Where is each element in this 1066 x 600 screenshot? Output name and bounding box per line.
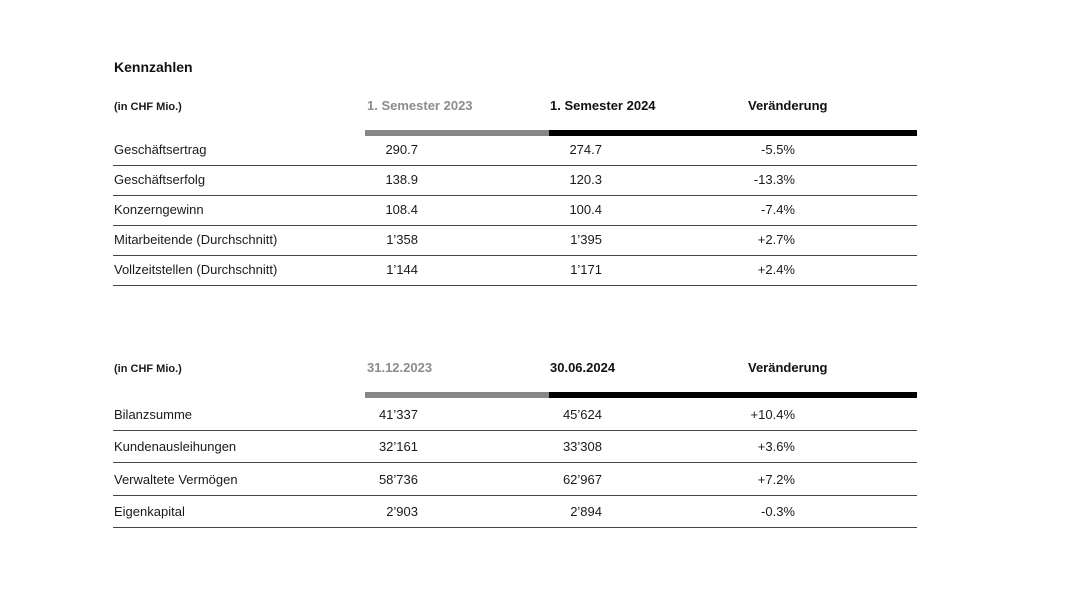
row-label: Geschäftserfolg	[114, 172, 206, 187]
table-row	[113, 463, 917, 496]
change-value: -7.4%	[761, 202, 795, 217]
change-value: -5.5%	[761, 142, 795, 157]
change-value: -13.3%	[753, 172, 795, 187]
current-value: 1’395	[570, 232, 602, 247]
unit-label: (in CHF Mio.)	[114, 101, 182, 113]
previous-value: 1’144	[386, 262, 418, 277]
current-value: 120.3	[569, 172, 602, 187]
table-row	[113, 166, 917, 196]
kpi-table-balance	[113, 358, 917, 528]
change-value: +2.7%	[757, 232, 795, 247]
change-value: +2.4%	[757, 262, 795, 277]
previous-value: 41’337	[378, 406, 418, 422]
row-label: Bilanzsumme	[114, 406, 193, 422]
current-value: 45’624	[562, 406, 602, 422]
column-header-change: Veränderung	[748, 360, 828, 375]
change-value: +3.6%	[757, 439, 795, 454]
kpi-table-semester	[113, 96, 917, 286]
column-header-current: 30.06.2024	[550, 360, 616, 375]
current-value: 100.4	[569, 202, 602, 217]
row-label: Verwaltete Vermögen	[114, 471, 238, 487]
change-value: -0.3%	[761, 504, 795, 519]
row-label: Eigenkapital	[114, 504, 185, 519]
column-header-previous: 1. Semester 2023	[367, 98, 473, 113]
previous-value: 58’736	[378, 471, 418, 487]
previous-value: 108.4	[385, 202, 418, 217]
table-header	[113, 96, 917, 130]
table-row	[113, 398, 917, 431]
row-label: Mitarbeitende (Durchschnitt)	[114, 232, 278, 247]
unit-label: (in CHF Mio.)	[114, 363, 182, 375]
table-body	[113, 398, 917, 528]
current-value: 33’308	[562, 439, 602, 454]
column-header-previous: 31.12.2023	[367, 360, 433, 375]
current-value: 1’171	[570, 262, 602, 277]
table-row	[113, 226, 917, 256]
row-label: Geschäftsertrag	[114, 142, 207, 157]
previous-value: 290.7	[385, 142, 418, 157]
previous-value: 1’358	[386, 232, 418, 247]
current-value: 62’967	[562, 471, 602, 487]
column-header-current: 1. Semester 2024	[550, 98, 656, 113]
row-label: Kundenausleihungen	[114, 439, 237, 454]
current-value: 274.7	[569, 142, 602, 157]
table-header	[113, 358, 917, 392]
change-value: +10.4%	[750, 406, 795, 422]
table-row	[113, 256, 917, 286]
row-label: Vollzeitstellen (Durchschnitt)	[114, 262, 278, 277]
table-row	[113, 496, 917, 529]
previous-value: 138.9	[385, 172, 418, 187]
previous-value: 2’903	[386, 504, 418, 519]
table-row	[113, 431, 917, 464]
change-value: +7.2%	[757, 471, 795, 487]
column-header-change: Veränderung	[748, 98, 828, 113]
row-label: Konzerngewinn	[114, 202, 204, 217]
table-body	[113, 136, 917, 286]
table-row	[113, 136, 917, 166]
previous-value: 32’161	[378, 439, 418, 454]
page-title: Kennzahlen	[114, 59, 193, 75]
table-row	[113, 196, 917, 226]
current-value: 2’894	[570, 504, 602, 519]
